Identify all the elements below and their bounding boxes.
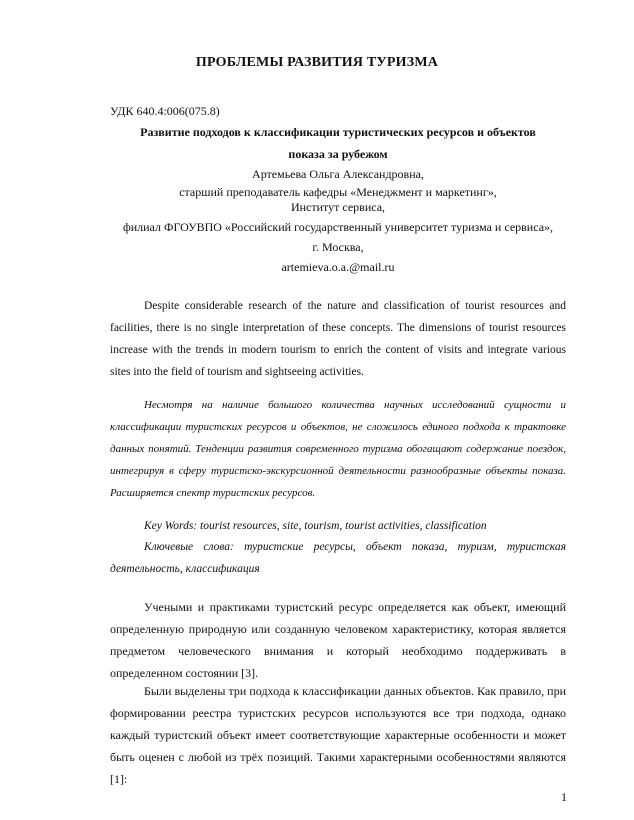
keywords-english: Key Words: tourist resources, site, tourism, tourist activities, classification <box>144 520 487 532</box>
author-branch: филиал ФГОУВПО «Российский государственный университет туризма и сервиса», <box>122 220 554 234</box>
abstract-english: Despite considerable research of the nature and classification of tourist resources and facilities, there is no single interpretation of these concepts. The dimensions of tourist resources increase with the trends in modern tourism to enrich the content of visits and integrate various sites into the field of tourism and sightseeing activities. <box>110 300 566 378</box>
author-institute: Институт сервиса, <box>290 200 386 214</box>
body-paragraph-2: Были выделены три подхода к классификации данных объектов. Как правило, при формировании реестра туристских ресурсов используются все три подхода, однако каждый туристский объект имеет соответствующие характерные особенности и может быть оценен с любой из трёх позиций. Такими характерными особенностями являются [1]: <box>110 684 566 786</box>
article-title-line2: показа за рубежом <box>288 147 388 161</box>
abstract-russian: Несмотря на наличие большого количества научных исследований сущности и классификации туристских ресурсов и объектов, не сложилось единого подхода к трактовке данных понятий. Тенденции развития современного туризма обогащают содержание поездок, интегрируя в сферу туристско-экскурсионной деятельности разнообразные объекты показа. Расширяется спектр туристских ресурсов. <box>110 399 566 499</box>
author-city: г. Москва, <box>312 240 364 254</box>
article-title-line1: Развитие подходов к классификации туристических ресурсов и объектов <box>140 125 536 139</box>
body-paragraph-1: Учеными и практиками туристский ресурс определяется как объект, имеющий определенную природную или созданную человеком характеристику, которая является предметом человеческого внимания и который необходимо поддерживать в определенном состоянии [3]. <box>110 600 566 680</box>
author-email: artemieva.o.a.@mail.ru <box>281 260 395 274</box>
author-position: старший преподаватель кафедры «Менеджмент и маркетинг», <box>179 185 497 199</box>
page-number: 1 <box>561 790 567 804</box>
section-heading: ПРОБЛЕМЫ РАЗВИТИЯ ТУРИЗМА <box>195 55 439 70</box>
keywords-russian: Ключевые слова: туристские ресурсы, объект показа, туризм, туристская деятельность, классификация <box>110 541 566 575</box>
author-name: Артемьева Ольга Александровна, <box>252 167 424 181</box>
udc-code: УДК 640.4:006(075.8) <box>110 104 220 118</box>
